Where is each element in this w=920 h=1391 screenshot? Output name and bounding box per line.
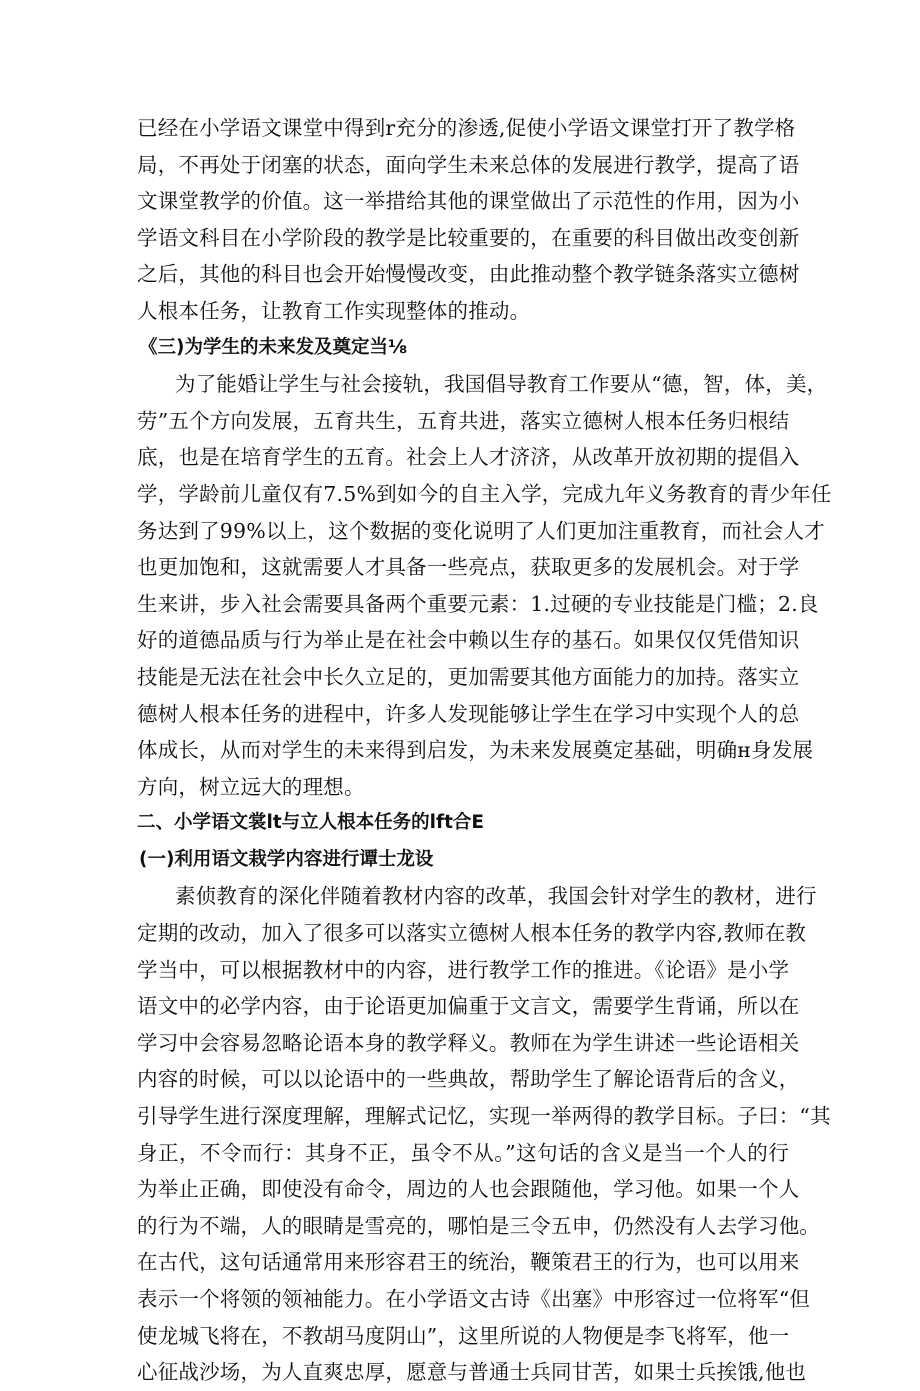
text-line: 引导学生进行深度理解，理解式记忆，实现一举两得的教学目标。子曰：“其: [137, 1104, 831, 1129]
text-line: 为举止正确，即使没有命令，周边的人也会跟随他，学习他。如果一个人: [137, 1177, 800, 1202]
text-line: 的行为不端，人的眼睛是雪亮的，哪怕是三令五申，仍然没有人去学习他。: [137, 1213, 821, 1238]
paragraph-analects: [137, 878, 831, 1390]
text-line: 局，不再处于闭塞的状态，面向学生未来总体的发展进行教学，提高了语: [137, 152, 800, 177]
text-line: 使龙城飞将在，不教胡马度阴山”，这里所说的人物便是李飞将军，他一: [137, 1323, 790, 1348]
document-body: [137, 110, 832, 1391]
text-line: 学语文科目在小学阶段的教学是比较重要的，在重要的科目做出改变创新: [137, 225, 800, 250]
text-line: 务达到了99%以上，这个数据的变化说明了人们更加注重教育，而社会人才: [137, 518, 825, 543]
subheading-teaching-content: (一)利用语文栽学内容进行谭士龙设: [139, 848, 434, 870]
paragraph-intro-continuation: [137, 110, 800, 330]
text-line: 为了能婚让学生与社会接轨，我国倡导教育工作要从“德，智，体，美，: [175, 372, 828, 397]
section-heading-two: 二、小学语文裳lt与立人根本任务的lft合E: [137, 812, 485, 834]
text-line: 底，也是在培育学生的五育。社会上人才济济，从改革开放初期的提倡入: [137, 445, 800, 470]
subheading-future-foundation: 《三)为学生的未来发及奠定当⅛: [139, 336, 408, 358]
text-line: 也更加饱和，这就需要人才具备一些亮点，获取更多的发展机会。对于学: [137, 555, 800, 580]
text-line: 已经在小学语文课堂中得到r充分的渗透,促使小学语文课堂打开了教学格: [137, 116, 796, 140]
text-line: 方向，树立远大的理想。: [137, 774, 365, 799]
text-line: 定期的改动，加入了很多可以落实立德树人根本任务的教学内容,教师在教: [137, 921, 807, 946]
text-line: 学习中会容易忽略论语本身的教学释义。教师在为学生讲述一些论语相关: [137, 1030, 800, 1055]
text-line: 学当中，可以根据教材中的内容，进行教学工作的推进。《论语》是小学: [137, 957, 790, 982]
text-line: 之后，其他的科目也会开始慢慢改变，由此推动整个教学链条落实立德树: [137, 262, 800, 287]
text-line: 素侦教育的深化伴随着教材内容的改革，我国会针对学生的教材，进行: [175, 884, 817, 909]
text-line: 生来讲，步入社会需要具备两个重要元素：1.过硬的专业技能是门槛；2.良: [137, 591, 819, 616]
text-line: 语文中的必学内容，由于论语更加偏重于文言文，需要学生背诵，所以在: [137, 994, 800, 1019]
text-line: 技能是无法在社会中长久立足的，更加需要其他方面能力的加持。落实立: [137, 664, 800, 689]
paragraph-five-educations: [137, 366, 832, 805]
text-line: 表示一个将领的领袖能力。在小学语文古诗《出塞》中形容过一位将军“但: [137, 1287, 811, 1311]
text-line: 劳”五个方向发展，五育共生，五育共进，落实立德树人根本任务归根结: [137, 408, 790, 433]
text-line: 好的道德品质与行为举止是在社会中赖以生存的基石。如果仅仅凭借知识: [137, 628, 800, 653]
text-line: 文课堂教学的价值。这一举措给其他的课堂做出了示范性的作用，因为小: [137, 189, 800, 214]
text-line: 心征战沙场，为人直爽忠厚，愿意与普通士兵同甘苦，如果士兵挨饿,他也: [137, 1360, 807, 1385]
text-line: 在古代，这句话通常用来形容君王的统治，鞭策君王的行为，也可以用来: [137, 1250, 800, 1275]
text-line: 学，学龄前儿童仅有7.5%到如今的自主入学，完成九年义务教育的青少年任: [137, 481, 832, 506]
text-line: 体成长，从而对学生的未来得到启发，为未来发展奠定基础，明确н身发展: [137, 738, 814, 763]
text-line: 内容的时候，可以以论语中的一些典故，帮助学生了解论语背后的含义，: [137, 1067, 800, 1092]
text-line: 身正，不令而行：其身不正，虽令不从。”这句话的含义是当一个人的行: [137, 1140, 789, 1165]
text-line: 德树人根本任务的进程中，许多人发现能够让学生在学习中实现个人的总: [137, 701, 800, 726]
text-line: 人根本任务，让教育工作实现整体的推动。: [137, 298, 531, 323]
